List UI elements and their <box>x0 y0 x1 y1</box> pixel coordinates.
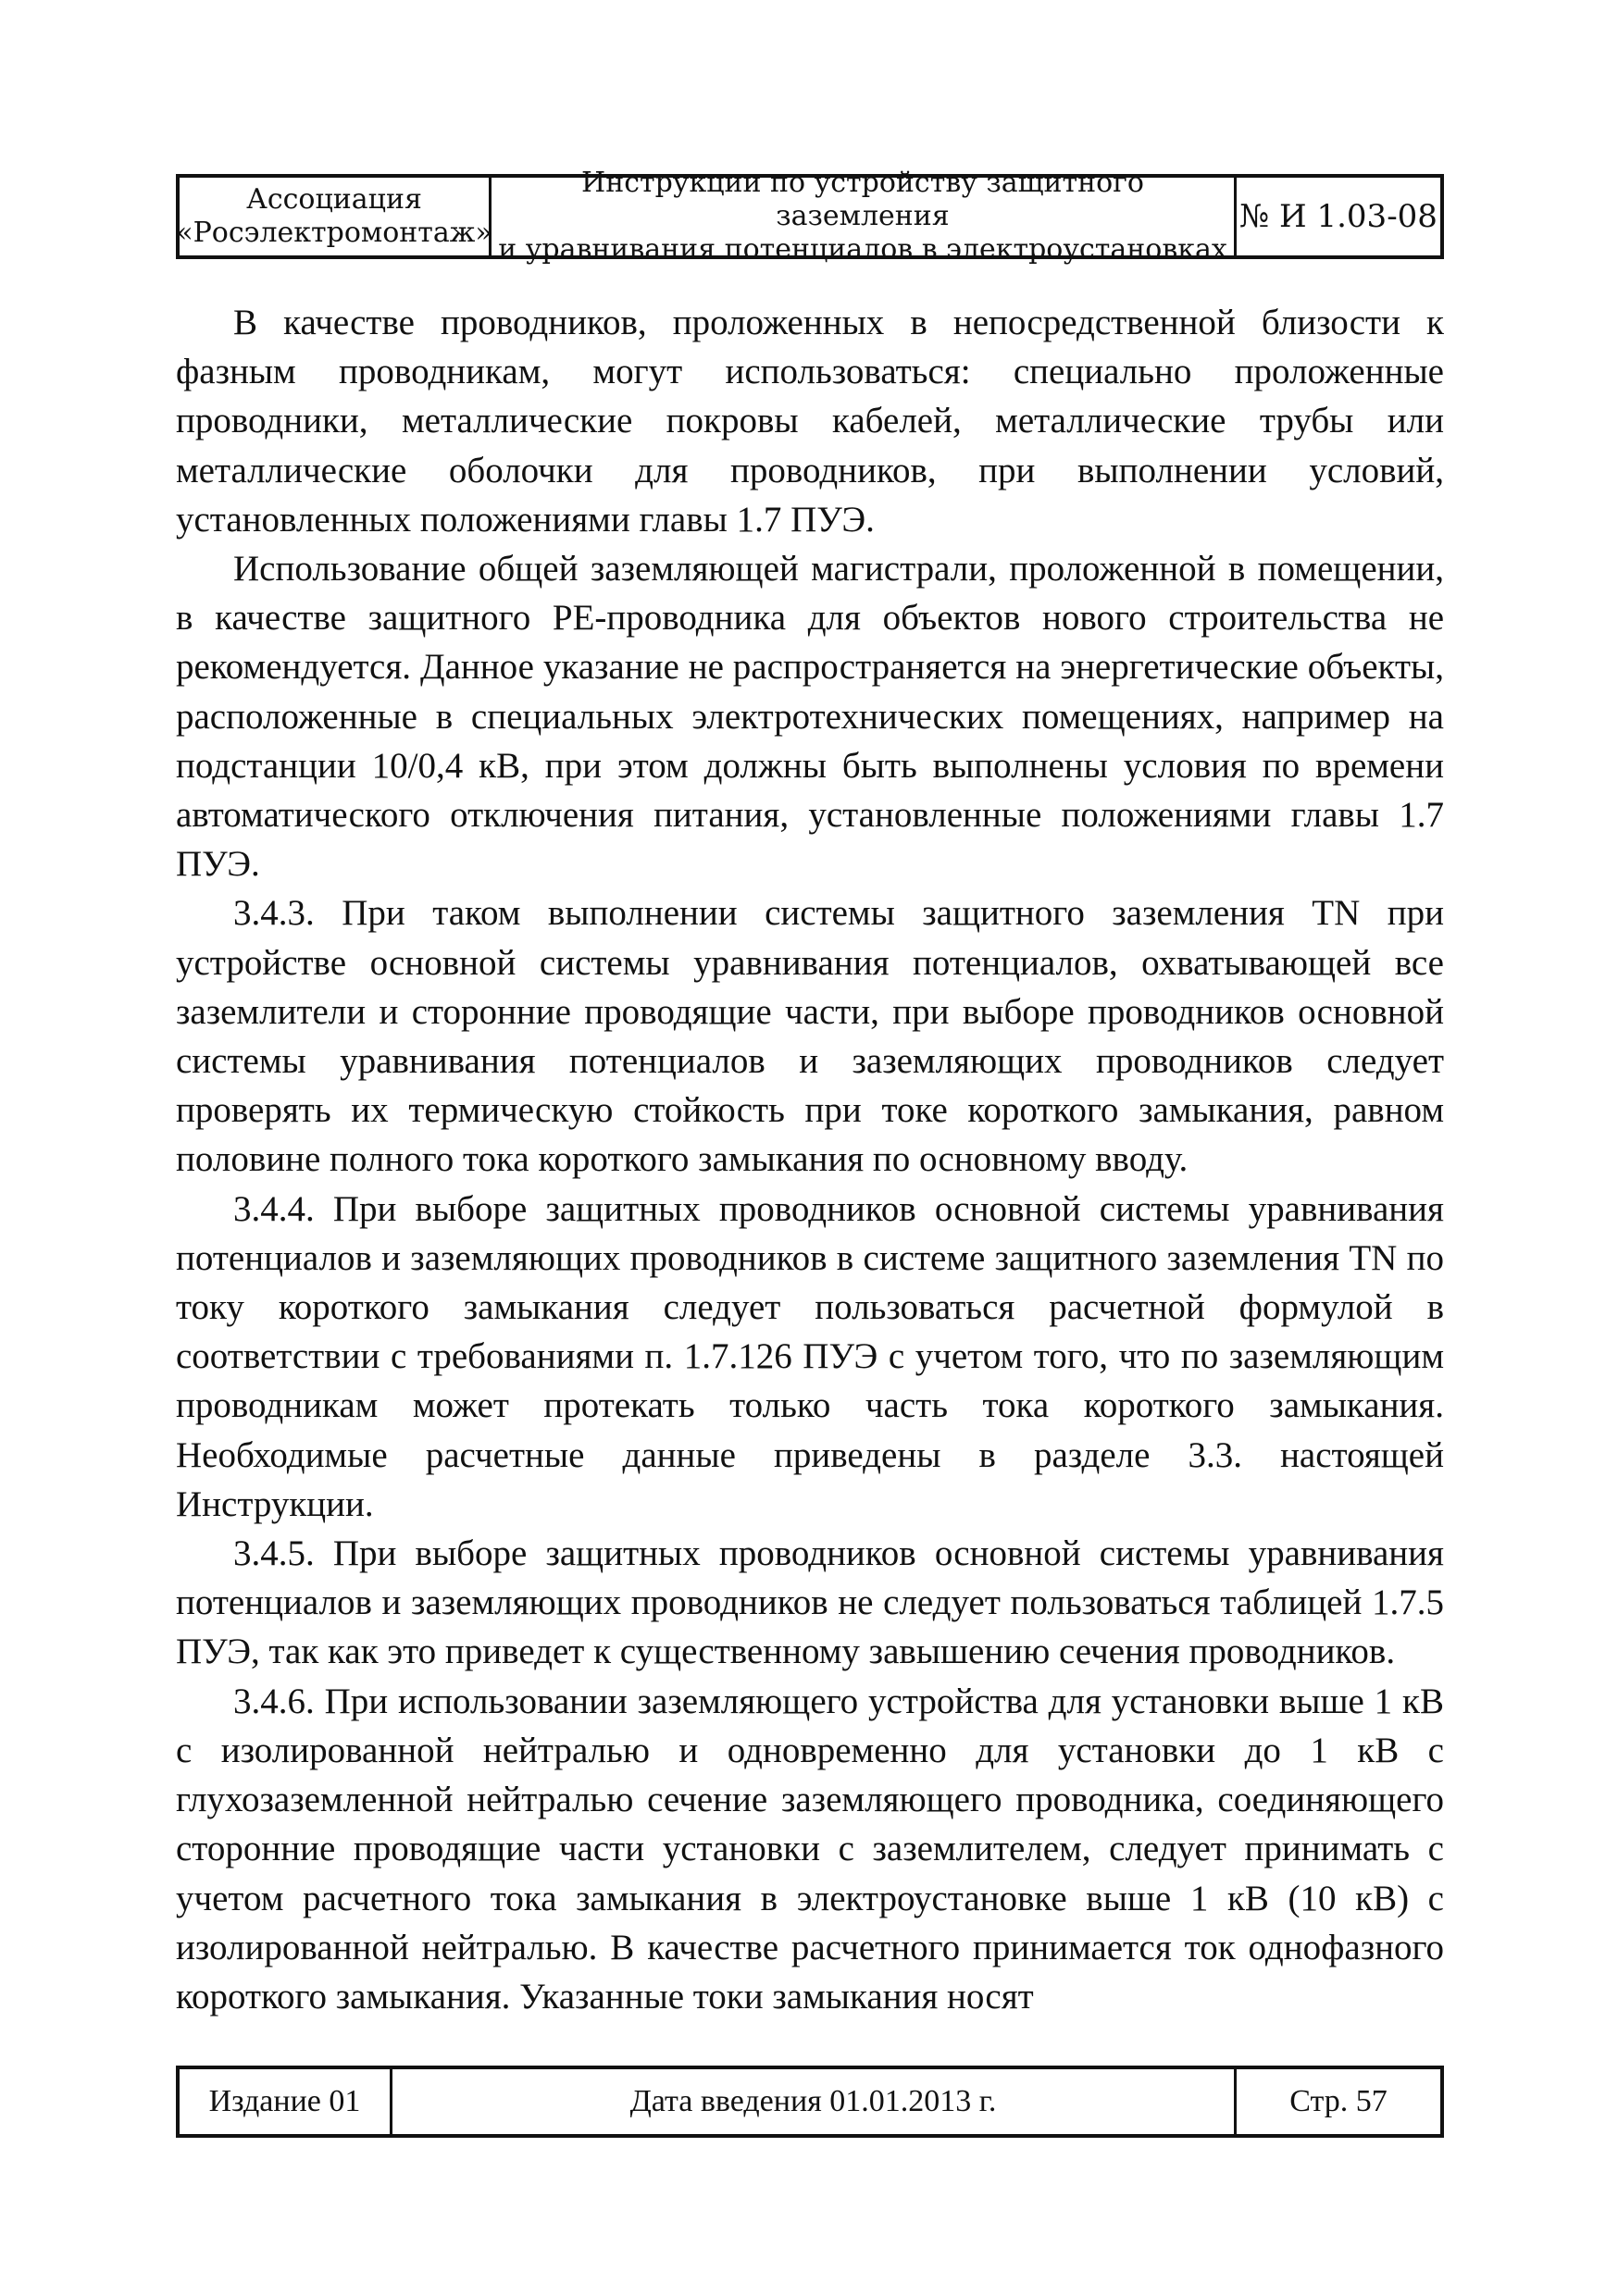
paragraph: Использование общей заземляющей магистрали, проложенной в помещении, в качестве защитного РЕ-проводника для объектов нового строительства не рекомендуется. Данное указание не распространяется на энергетические объекты, расположенные в специальных электротехнических помещениях, например на подстанции 10/0,4 кВ, при этом должны быть выполнены условия по времени автоматического отключения питания, установленные положениями главы 1.7 ПУЭ. <box>176 549 1444 885</box>
paragraph: В качестве проводников, проложенных в непосредственной близости к фазным проводникам, могут использоваться: специально проложенные проводники, металлические покровы кабелей, металлические трубы или металлические оболочки для проводников, при выполнении условий, установленных положениями главы 1.7 ПУЭ. <box>176 303 1444 540</box>
page-cell <box>1237 2069 1440 2134</box>
organization-name-line2: «Росэлектромонтаж» <box>176 217 492 249</box>
document-title-line1: Инструкции по устройству защитного заземления <box>581 167 1144 232</box>
document-header <box>176 167 1444 266</box>
page-number: Стр. 57 <box>1289 2084 1388 2118</box>
introduction-date: Дата введения 01.01.2013 г. <box>629 2084 997 2118</box>
document-title-line2: и уравнивания потенциалов в электроустановках <box>498 233 1227 266</box>
edition-cell <box>180 2069 392 2134</box>
edition-label: Издание 01 <box>208 2084 361 2118</box>
document-number: № И 1.03-08 <box>1239 198 1438 235</box>
paragraph-3-4-3: 3.4.3. При таком выполнении системы защитного заземления TN при устройстве основной системы уравнивания потенциалов, охватывающей все заземлители и сторонние проводящие части, при выборе проводников основной системы уравнивания потенциалов и заземляющих проводников следует проверять их термическую стойкость при токе короткого замыкания, равном половине полного тока короткого замыкания по основному вводу. <box>176 893 1444 1180</box>
paragraph-3-4-4: 3.4.4. При выборе защитных проводников основной системы уравнивания потенциалов и заземляющих проводников в системе защитного заземления TN по току короткого замыкания следует пользоваться расчетной формулой в соответствии с требованиями п. 1.7.126 ПУЭ с учетом того, что по заземляющим проводникам может протекать только часть тока короткого замыкания. Необходимые расчетные данные приведены в разделе 3.3. настоящей Инструкции. <box>176 1188 1444 1524</box>
document-number-cell <box>1237 178 1440 255</box>
document-body <box>176 298 1444 2021</box>
paragraph-3-4-6: 3.4.6. При использовании заземляющего устройства для установки выше 1 кВ с изолированной нейтралью и одновременно для установки до 1 кВ с глухозаземленной нейтралью сечение заземляющего проводника, соединяющего сторонние проводящие части установки с заземлителем, следует принимать с учетом расчетного тока замыкания в электроустановке выше 1 кВ (10 кВ) с изолированной нейтралью. В качестве расчетного принимается ток однофазного короткого замыкания. Указанные токи замыкания носят <box>176 1681 1444 2017</box>
paragraph-3-4-5: 3.4.5. При выборе защитных проводников основной системы уравнивания потенциалов и заземляющих проводников не следует пользоваться таблицей 1.7.5 ПУЭ, так как это приведет к существенному завышению сечения проводников. <box>176 1533 1444 1672</box>
document-footer <box>176 2066 1444 2138</box>
document-title-cell <box>492 167 1237 266</box>
organization-name-line1: Ассоциация <box>246 183 422 216</box>
organization-cell <box>176 178 492 255</box>
date-cell <box>392 2069 1237 2134</box>
